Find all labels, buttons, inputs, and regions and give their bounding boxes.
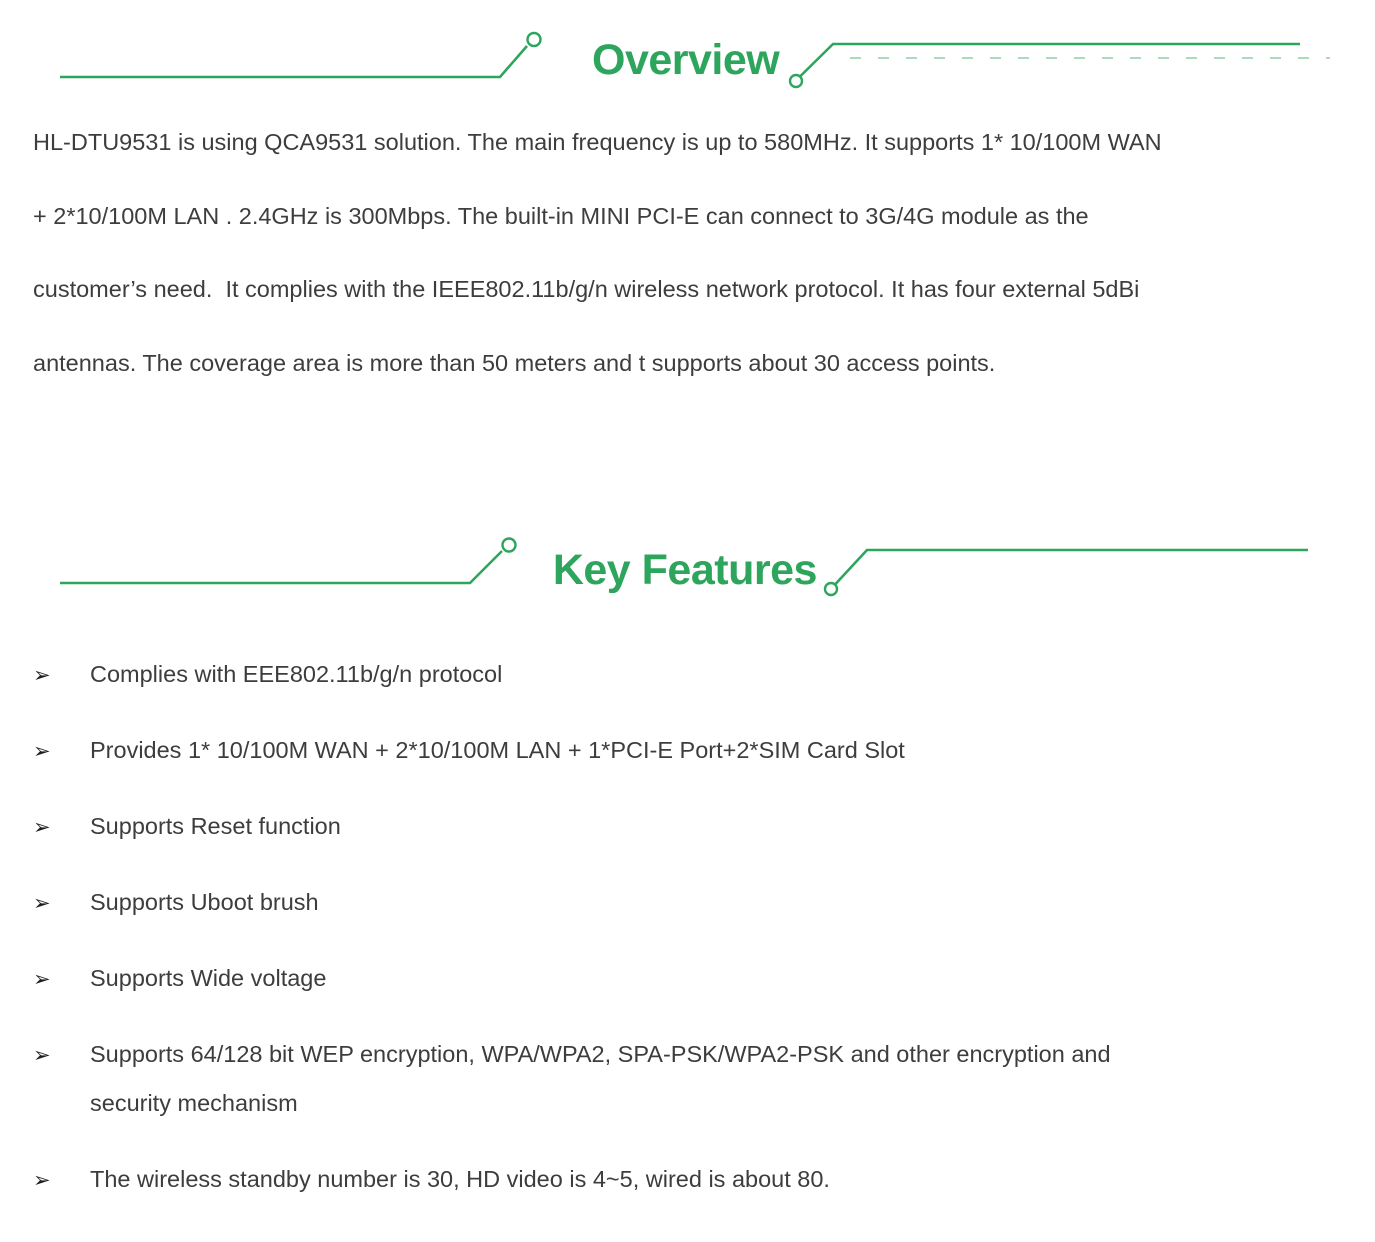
overview-heading-band bbox=[0, 18, 1375, 122]
list-item bbox=[33, 811, 1343, 841]
list-item-text: Supports Reset function bbox=[90, 813, 341, 839]
bullet-arrow-icon: ➢ bbox=[33, 739, 51, 763]
overview-paragraph bbox=[33, 127, 1353, 422]
list-item-text: Complies with EEE802.11b/g/n protocol bbox=[90, 661, 503, 687]
bullet-arrow-icon: ➢ bbox=[33, 1043, 51, 1067]
list-item-text: Provides 1* 10/100M WAN + 2*10/100M LAN + 1*PCI-E Port+2*SIM Card Slot bbox=[90, 737, 905, 763]
list-item bbox=[33, 963, 1343, 993]
overview-paragraph-line: antennas. The coverage area is more than 50 meters and t supports about 30 access points. bbox=[33, 350, 996, 377]
bullet-arrow-icon: ➢ bbox=[33, 891, 51, 915]
list-item bbox=[33, 1164, 1343, 1194]
list-item-text-wrapped: security mechanism bbox=[90, 1090, 298, 1116]
list-item-text: Supports 64/128 bit WEP encryption, WPA/WPA2, SPA-PSK/WPA2-PSK and other encryption and bbox=[90, 1041, 1111, 1067]
overview-paragraph-line: + 2*10/100M LAN . 2.4GHz is 300Mbps. The built-in MINI PCI-E can connect to 3G/4G module as the bbox=[33, 202, 1089, 229]
key-features-list bbox=[33, 659, 1343, 1194]
overview-paragraph-line: HL-DTU9531 is using QCA9531 solution. The main frequency is up to 580MHz. It supports 1* 10/100M WAN bbox=[33, 129, 1162, 155]
list-item-text: Supports Uboot brush bbox=[90, 889, 319, 915]
key-features-title: Key Features bbox=[552, 546, 817, 594]
list-item bbox=[33, 887, 1343, 917]
bullet-arrow-icon: ➢ bbox=[33, 1168, 51, 1192]
bullet-arrow-icon: ➢ bbox=[33, 967, 51, 991]
list-item bbox=[33, 1039, 1343, 1118]
list-item-text: The wireless standby number is 30, HD video is 4~5, wired is about 80. bbox=[90, 1166, 830, 1192]
overview-title: Overview bbox=[592, 36, 780, 84]
list-item-text: Supports Wide voltage bbox=[90, 965, 327, 991]
bullet-arrow-icon: ➢ bbox=[33, 815, 51, 839]
key-features-heading-band bbox=[0, 528, 1375, 632]
bullet-arrow-icon: ➢ bbox=[33, 663, 51, 687]
list-item bbox=[33, 659, 1343, 689]
overview-paragraph-line: customer’s need. It complies with the IEEE802.11b/g/n wireless network protocol. It has four external 5dBi bbox=[33, 276, 1140, 303]
list-item bbox=[33, 735, 1343, 765]
